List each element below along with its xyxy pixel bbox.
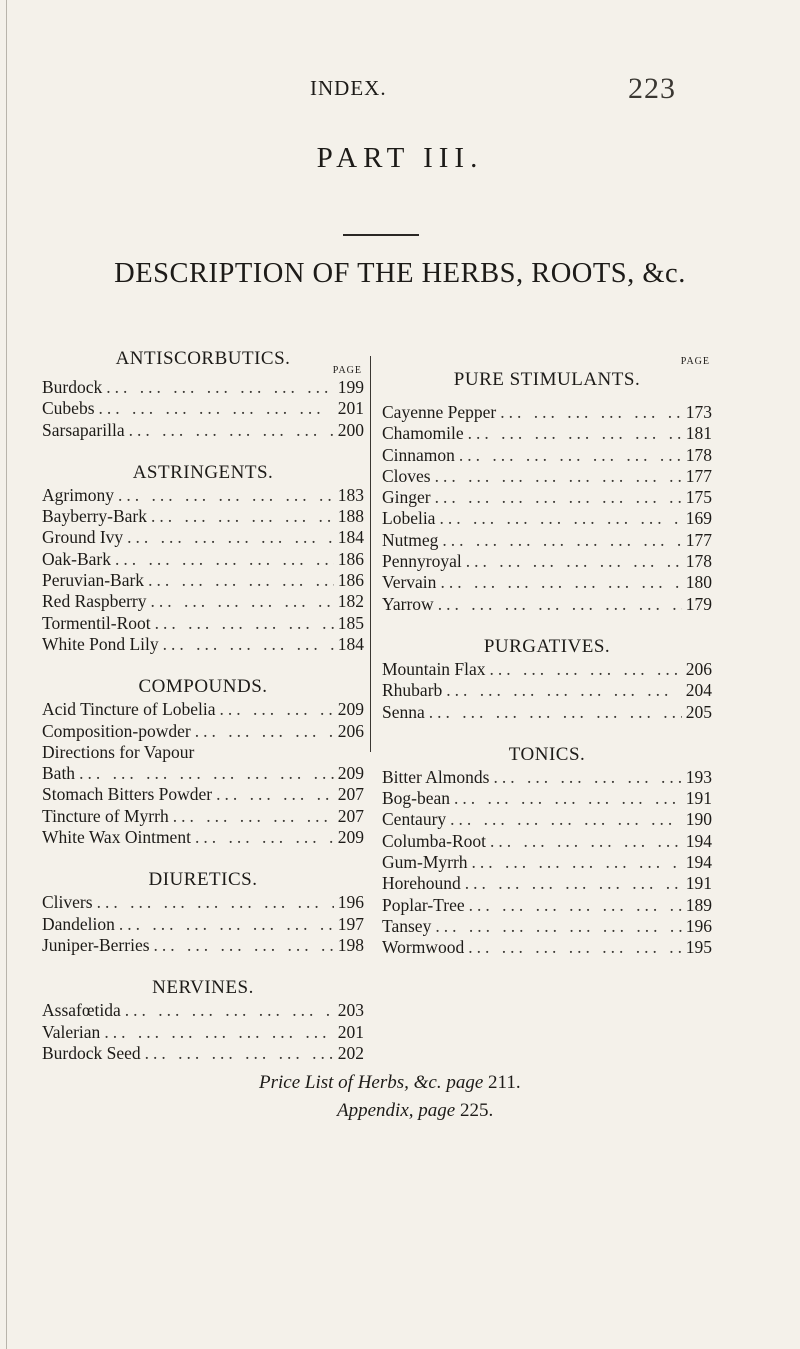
dot-leader [141, 1043, 334, 1064]
title-rule [343, 234, 419, 236]
entry-name: Valerian [42, 1021, 101, 1042]
entry-name: Poplar-Tree [382, 894, 465, 915]
page-column-label: PAGE [332, 365, 362, 376]
index-entry [382, 873, 712, 894]
entry-page: 175 [685, 487, 712, 508]
entry-name: Bitter Almonds [382, 766, 490, 787]
entry-page: 195 [685, 937, 712, 958]
entry-name: Peruvian-Bark [42, 570, 145, 591]
index-entry [42, 549, 364, 570]
entry-page: 191 [685, 788, 712, 809]
entry-page: 200 [337, 419, 364, 440]
entry-page: 202 [337, 1042, 364, 1063]
entry-name: Bayberry-Bark [42, 506, 147, 527]
section-pure-stimulants [382, 402, 712, 615]
entry-page: 184 [337, 633, 364, 654]
main-title: DESCRIPTION OF THE HERBS, ROOTS, &c. [114, 258, 686, 289]
entry-page: 199 [337, 377, 364, 397]
entry-page: 180 [685, 572, 712, 593]
dot-leader [442, 680, 681, 701]
entry-name: Gum-Myrrh [382, 852, 468, 873]
index-entry [42, 420, 364, 441]
entry-page: 207 [337, 784, 364, 805]
entry-name: Tincture of Myrrh [42, 805, 169, 826]
section-heading-diuretics: DIURETICS. [148, 869, 258, 891]
dot-leader [144, 570, 334, 591]
entry-page: 178 [685, 551, 712, 572]
section-heading-purgatives: PURGATIVES. [483, 635, 611, 657]
entry-name: Ginger [382, 487, 431, 508]
index-entry [382, 702, 712, 723]
dot-leader [151, 613, 334, 634]
entry-name: Centaury [382, 809, 447, 830]
section-heading-pure-stimulants: PURE STIMULANTS. [453, 369, 641, 390]
index-entry [382, 895, 712, 916]
entry-name: Yarrow [382, 593, 434, 614]
section-heading-tonics: TONICS. [508, 743, 586, 765]
right-column [382, 356, 712, 959]
index-entry [42, 377, 364, 398]
entry-page: 209 [337, 763, 364, 784]
entry-page: 190 [685, 809, 712, 830]
footer-price-list-page: 211. [488, 1072, 521, 1093]
dot-leader [464, 937, 682, 958]
index-entry [42, 1043, 364, 1064]
entry-name: Burdock [42, 377, 103, 397]
entry-name: Mountain Flax [382, 658, 486, 679]
column-divider [370, 356, 371, 752]
entry-page: 186 [337, 548, 364, 569]
entry-page: 186 [337, 570, 364, 591]
dot-leader [114, 485, 334, 506]
entry-name: Ground Ivy [42, 527, 124, 548]
dot-leader [191, 827, 334, 848]
dot-leader [216, 699, 334, 720]
entry-page: 184 [337, 527, 364, 548]
index-entry [382, 831, 712, 852]
dot-leader [115, 914, 334, 935]
index-entry [382, 594, 712, 615]
section-diuretics [42, 892, 364, 956]
entry-page: 179 [685, 593, 712, 614]
index-entry [42, 914, 364, 935]
footer-price-list-text: Price List of Herbs, &c. page [259, 1072, 484, 1093]
index-entry [382, 572, 712, 593]
index-entry [382, 487, 712, 508]
entry-name: Cayenne Pepper [382, 402, 497, 422]
section-purgatives [382, 659, 712, 723]
dot-leader [425, 702, 682, 723]
index-entry [382, 402, 712, 423]
entry-name: Cinnamon [382, 444, 455, 465]
entry-name: Senna [382, 701, 425, 722]
index-entry [42, 1000, 364, 1021]
dot-leader [75, 763, 334, 784]
index-entry [382, 788, 712, 809]
entry-name: Composition-powder [42, 720, 191, 741]
dot-leader [121, 1000, 334, 1021]
entry-name: Nutmeg [382, 529, 439, 550]
entry-page: 205 [685, 701, 712, 722]
entry-name: Vervain [382, 572, 437, 593]
index-entry [42, 1022, 364, 1043]
dot-leader [431, 466, 682, 487]
dot-leader [93, 892, 334, 913]
entry-page: 169 [685, 508, 712, 529]
entry-page: 201 [337, 1021, 364, 1042]
index-entry [42, 398, 364, 419]
page-column-label-right: PAGE [680, 356, 710, 367]
entry-name: Cubebs [42, 398, 95, 419]
entry-name: Juniper-Berries [42, 934, 150, 955]
footer-appendix-page: 225. [459, 1100, 494, 1121]
index-entry [42, 570, 364, 591]
entry-name: Chamomile [382, 423, 464, 444]
dot-leader [147, 506, 334, 527]
entry-name: Cloves [382, 465, 431, 486]
dot-leader [489, 767, 681, 788]
section-heading-antiscorbutics: ANTISCORBUTICS. [115, 348, 291, 369]
entry-name: Stomach Bitters Powder [42, 784, 213, 805]
entry-page: 206 [337, 720, 364, 741]
dot-leader [450, 788, 682, 809]
entry-name: Clivers [42, 892, 93, 913]
entry-name: Red Raspberry [42, 591, 147, 612]
index-entry [382, 551, 712, 572]
index-entry [382, 937, 712, 958]
index-entry [382, 423, 712, 444]
index-entry [42, 935, 364, 956]
footer-line-appendix [337, 1100, 493, 1122]
dot-leader [95, 398, 334, 419]
entry-page: 209 [337, 699, 364, 720]
dot-leader [464, 423, 682, 444]
part-title: PART III. [316, 142, 484, 174]
entry-page: 196 [337, 892, 364, 913]
dot-leader [431, 916, 681, 937]
dot-leader [102, 377, 333, 398]
entry-page: 206 [685, 658, 712, 679]
entry-page: 209 [337, 827, 364, 848]
page-number: 223 [628, 72, 676, 105]
section-compounds [42, 699, 364, 848]
entry-name: Bog-bean [382, 788, 451, 809]
dot-leader [435, 508, 681, 529]
index-entry [42, 527, 364, 548]
dot-leader [455, 445, 682, 466]
entry-name: Sarsaparilla [42, 419, 125, 440]
dot-leader [436, 572, 681, 593]
index-entry [42, 763, 364, 784]
index-entry [42, 506, 364, 527]
index-entry [42, 892, 364, 913]
entry-name: Bath [42, 763, 76, 784]
index-entry [42, 591, 364, 612]
dot-leader [150, 935, 334, 956]
section-heading-nervines: NERVINES. [152, 977, 254, 999]
entry-page: 189 [685, 894, 712, 915]
entry-name: Rhubarb [382, 680, 443, 701]
entry-page: 173 [685, 402, 712, 422]
index-entry [42, 699, 364, 720]
section-heading-astringents: ASTRINGENTS. [132, 461, 274, 483]
index-entry [382, 508, 712, 529]
entry-page: 183 [337, 484, 364, 505]
dot-leader [159, 634, 334, 655]
entry-page: 177 [685, 529, 712, 550]
index-entry [382, 530, 712, 551]
entry-name: Horehound [382, 873, 461, 894]
section-heading-compounds: COMPOUNDS. [138, 676, 268, 698]
dot-leader [212, 784, 334, 805]
dot-leader [125, 420, 334, 441]
running-title: INDEX. [310, 76, 387, 100]
entry-page: 193 [685, 766, 712, 787]
index-entry [42, 784, 364, 805]
dot-leader [461, 873, 682, 894]
index-entry [382, 445, 712, 466]
index-entry [42, 634, 364, 655]
entry-name: Assafœtida [42, 1000, 121, 1021]
entry-page: 188 [337, 506, 364, 527]
entry-name: Tormentil-Root [42, 612, 151, 633]
dot-leader [438, 530, 681, 551]
entry-name: Tansey [382, 915, 432, 936]
dot-leader [111, 549, 334, 570]
dot-leader [431, 487, 682, 508]
dot-leader [169, 806, 334, 827]
entry-page: 178 [685, 444, 712, 465]
section-tonics [382, 767, 712, 959]
entry-page: 191 [685, 873, 712, 894]
entry-page: 194 [685, 852, 712, 873]
index-entry [42, 742, 364, 763]
index-entry [382, 659, 712, 680]
dot-leader [486, 831, 682, 852]
entry-page: 182 [337, 591, 364, 612]
entry-page: 194 [685, 830, 712, 851]
index-entry [42, 827, 364, 848]
entry-page: 181 [685, 423, 712, 444]
entry-page: 201 [337, 398, 364, 419]
entry-page: 203 [337, 1000, 364, 1021]
index-entry [42, 721, 364, 742]
index-entry [42, 806, 364, 827]
dot-leader [486, 659, 682, 680]
entry-name: Columba-Root [382, 830, 487, 851]
entry-page: 196 [685, 915, 712, 936]
entry-name: Acid Tincture of Lobelia [42, 699, 216, 720]
entry-name: Agrimony [42, 484, 114, 505]
index-entry [382, 852, 712, 873]
entry-page: 197 [337, 913, 364, 934]
entry-name: Oak-Bark [42, 548, 112, 569]
footer-line-price-list [259, 1072, 521, 1094]
entry-page: 185 [337, 612, 364, 633]
dot-leader [462, 551, 682, 572]
left-column [42, 347, 364, 1064]
index-entry [382, 767, 712, 788]
section-nervines [42, 1000, 364, 1064]
dot-leader [465, 895, 682, 916]
index-entry [382, 916, 712, 937]
entry-name: Wormwood [382, 937, 465, 958]
entry-page: 207 [337, 805, 364, 826]
index-entry [382, 466, 712, 487]
entry-name: Lobelia [382, 508, 436, 529]
dot-leader [434, 594, 682, 615]
section-antiscorbutics [42, 377, 364, 441]
entry-page: 204 [685, 680, 712, 701]
index-entry [382, 809, 712, 830]
entry-name: White Wax Ointment [42, 827, 191, 848]
dot-leader [496, 402, 682, 423]
dot-leader [446, 809, 682, 830]
entry-name: Pennyroyal [382, 551, 462, 572]
dot-leader [100, 1022, 333, 1043]
footer-appendix-text: Appendix, page [337, 1100, 456, 1121]
entry-page: 198 [337, 934, 364, 955]
section-astringents [42, 485, 364, 655]
dot-leader [468, 852, 682, 873]
index-entry [382, 680, 712, 701]
page-edge-line [6, 0, 7, 1349]
index-entry [42, 485, 364, 506]
dot-leader [147, 591, 334, 612]
running-head [0, 72, 800, 116]
entry-page: 177 [685, 465, 712, 486]
entry-name: Directions for Vapour [42, 741, 195, 762]
entry-name: Dandelion [42, 913, 115, 934]
entry-name: White Pond Lily [42, 633, 159, 654]
dot-leader [123, 527, 334, 548]
entry-name: Burdock Seed [42, 1042, 141, 1063]
dot-leader [191, 721, 334, 742]
index-entry [42, 613, 364, 634]
